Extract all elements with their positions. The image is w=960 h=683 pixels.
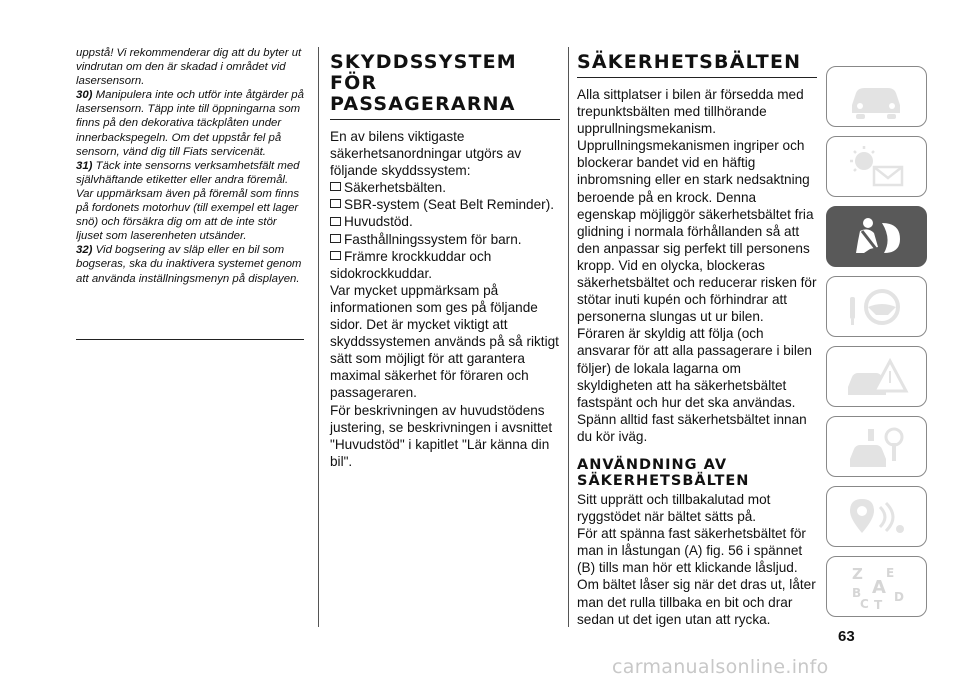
index-letter: A (871, 576, 886, 598)
note-number: 32) (76, 244, 93, 257)
list-item (330, 196, 560, 213)
index-letter: Z (851, 564, 863, 583)
list-item (330, 213, 560, 230)
note-30 (76, 88, 304, 158)
tab-emergency[interactable] (826, 346, 927, 407)
heading-rule (577, 77, 817, 78)
checkbox-square-icon (330, 234, 341, 243)
list-item (330, 248, 560, 265)
section-heading: SÄKERHETSBÄLTEN (577, 51, 802, 73)
column-divider (318, 47, 319, 627)
note-31 (76, 159, 304, 244)
paragraph: Föraren är skyldig att följa (och ansvarar för att alla passagerare i bilen följer) de lokala lagarna om skyldigheten att ha säkerhetsbältet fastspänt och hur det ska användas. Spänn alltid fast säkerhetsbältet innan du kör iväg. (577, 326, 812, 444)
note-text: Vid bogsering av släp eller en bil som bogseras, ska du inaktivera systemet genom att använda inställningsmenyn på displayen. (76, 244, 302, 285)
heading-rule (330, 119, 560, 120)
left-column (76, 46, 304, 286)
alphabetical-index-icon (842, 563, 912, 611)
right-column (577, 52, 817, 628)
paragraph: Om bältet låser sig när det dras ut, låter man det rulla tillbaka en bit och drar sedan ut det igen utan att rycka. (577, 577, 816, 627)
section-heading: SKYDDSSYSTEM FÖR PASSAGERARNA (330, 51, 517, 115)
left-column-rule (76, 339, 304, 340)
media-navigation-icon (842, 493, 912, 541)
index-letter: D (893, 589, 904, 604)
chapter-tabs (826, 66, 929, 626)
paragraph: Alla sittplatser i bilen är försedda med trepunktsbälten med tillhörande upprullningsmekanism. Upprullningsmekanismen ingriper och blockerar bandet vid en häftig inbromsning eller en stark nedsaktning beroende på en krock. Denna egenskap möjliggör säkerhetsbältet fria glidning i normala förhållanden så att den anpassar sig perfekt till personens kropp. Vid en olycka, blockeras säkerhetsbältet och reducerar risken för stötar inuti kupén och förhindrar att personerna slungas ut ur bilen. (577, 87, 817, 325)
tab-lights-messages[interactable] (826, 136, 927, 197)
note-text: Manipulera inte och utför inte åtgärder på lasersensorn. Täpp inte till öppningarna som finns på den dekorativa täckplåten under innerbackspegeln. Om det uppstår fel på sensorn, vänd dig till Fiats servicenät. (76, 89, 304, 158)
sub-heading: ANVÄNDNING AV SÄKERHETSBÄLTEN (577, 456, 750, 489)
service-car-tools-icon (842, 423, 912, 471)
paragraph: Sitt upprätt och tillbakalutad mot ryggstödet när bältet sätts på. (577, 491, 771, 525)
list-item (330, 179, 560, 196)
column-divider (568, 47, 569, 627)
car-icon (842, 73, 912, 121)
lights-envelope-icon (842, 143, 912, 191)
index-letter: B (851, 585, 861, 600)
list-item-text: Huvudstöd. (344, 214, 413, 230)
checkbox-square-icon (330, 199, 341, 208)
note-text: Täck inte sensorns verksamhetsfält med självhäftande etiketter eller andra föremål. Var uppmärksam även på föremål som finns på fordonets motorhuv (till exempel ett lager snö) och försäkra dig om att de inte stör ljuset som laserenheten utsänder. (76, 159, 300, 243)
steering-wheel-key-icon (842, 283, 912, 331)
intro-paragraph: En av bilens viktigaste säkerhetsanordningar utgörs av följande skyddssystem: (330, 129, 522, 179)
intro-text: uppstå! Vi rekommenderar dig att du byter ut vindrutan om den är skadad i området vid lasersensorn. (76, 47, 302, 88)
note-32 (76, 243, 304, 285)
list-item-text: Fasthållningssystem för barn. (344, 231, 522, 247)
list-item-text: Främre krockkuddar och (344, 248, 492, 264)
index-letter: E (885, 565, 894, 580)
watermark: carmanualsonline.info (612, 656, 829, 678)
protection-systems-list (330, 179, 560, 264)
note-number: 30) (76, 89, 93, 102)
note-number: 31) (76, 159, 93, 172)
warning-triangle-car-icon (842, 353, 912, 401)
list-item-continuation: sidokrockkuddar. (330, 265, 433, 281)
middle-column (330, 52, 560, 470)
tab-maintenance[interactable] (826, 416, 927, 477)
tab-safety[interactable] (826, 206, 927, 267)
tab-car[interactable] (826, 66, 927, 127)
paragraph: För beskrivningen av huvudstödens justering, se beskrivningen i avsnittet "Huvudstöd" i kapitlet "Lär känna din bil". (330, 402, 553, 469)
index-letter: C (859, 596, 869, 611)
paragraph: Var mycket uppmärksam på informationen som ges på följande sidor. Det är mycket viktigt att skyddssystemen används på så riktigt sätt som möjligt för att garantera maximal säkerhet för föraren och passageraren. (330, 282, 559, 401)
list-item-text: SBR-system (Seat Belt Reminder). (344, 197, 555, 213)
page-number: 63 (838, 628, 855, 645)
checkbox-square-icon (330, 251, 341, 260)
checkbox-square-icon (330, 182, 341, 191)
tab-index[interactable] (826, 556, 927, 617)
list-item (330, 231, 560, 248)
index-letter: T (873, 597, 882, 611)
paragraph: För att spänna fast säkerhetsbältet för man in låstungan (A) fig. 56 i spännet (B) tills man hör ett klickande låsljud. (577, 526, 806, 576)
tab-starting-driving[interactable] (826, 276, 927, 337)
seatbelt-airbag-icon (842, 213, 912, 261)
list-item-text: Säkerhetsbälten. (344, 180, 447, 196)
checkbox-square-icon (330, 217, 341, 226)
tab-multimedia[interactable] (826, 486, 927, 547)
